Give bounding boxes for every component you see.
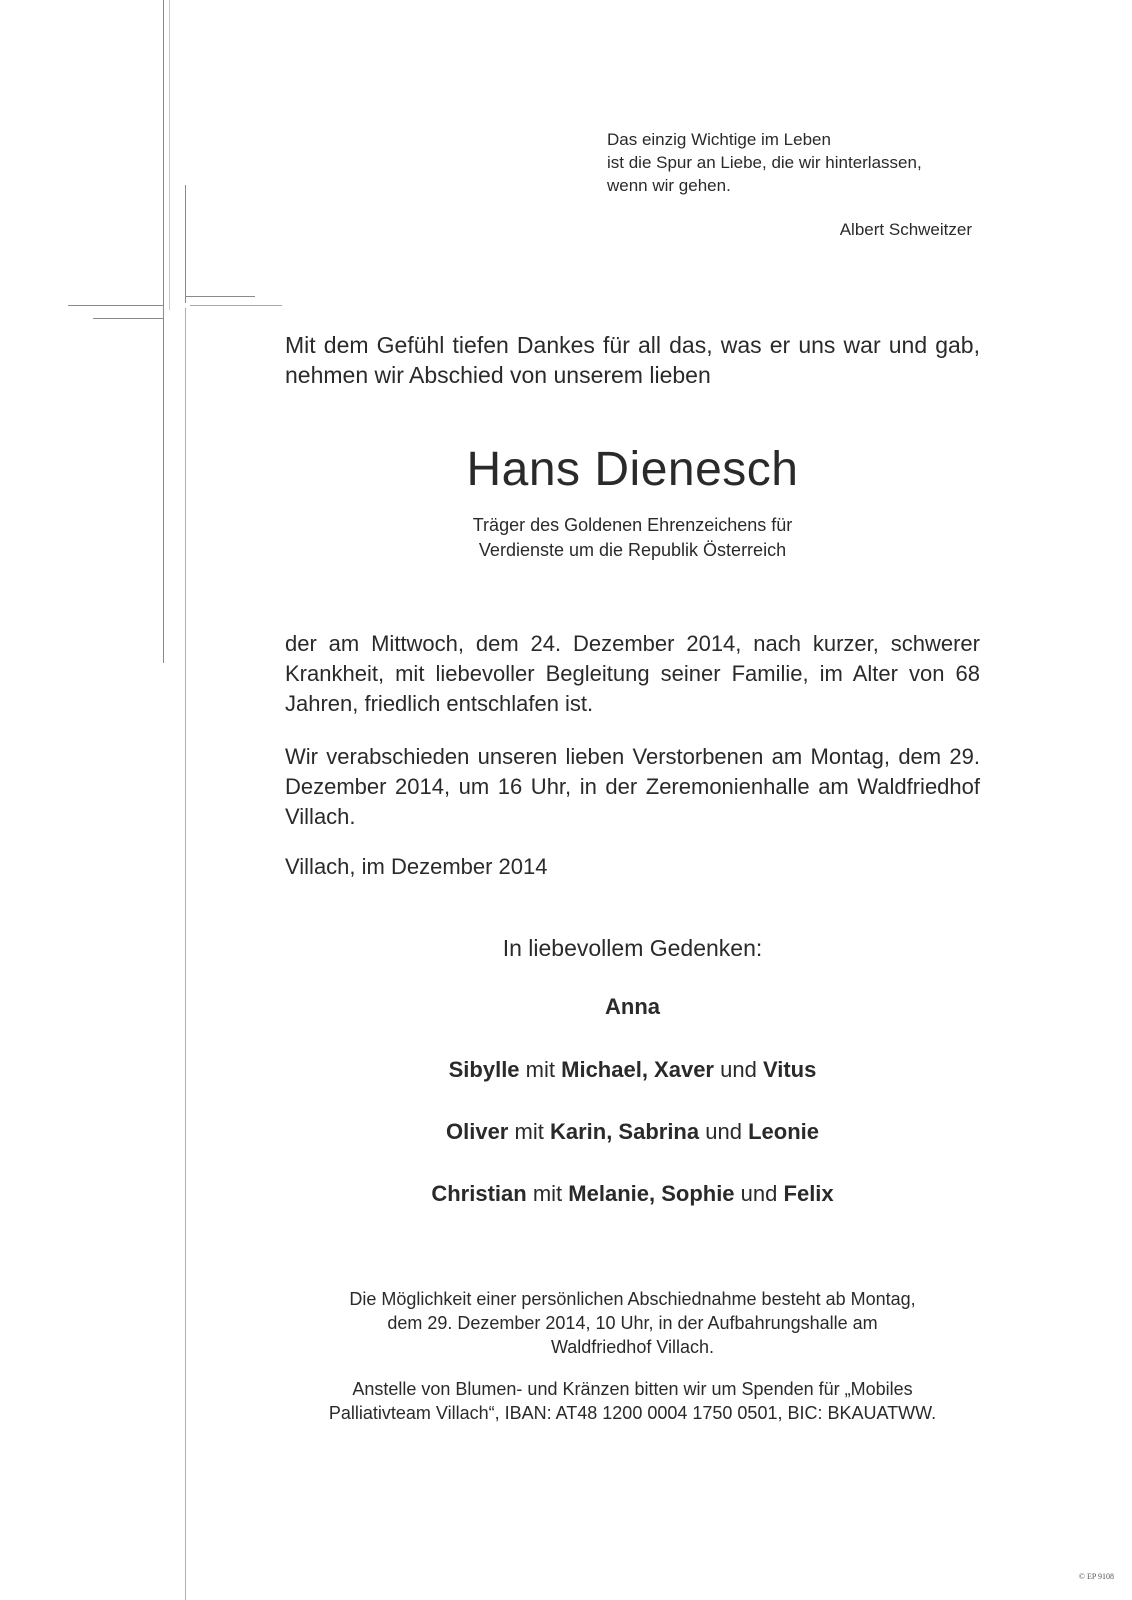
memory-heading: In liebevollem Gedenken:	[502, 935, 763, 961]
intro-text: Mit dem Gefühl tiefen Dankes für all das, was er uns war und gab, nehmen wir Abschied von unserem lieben	[285, 332, 980, 388]
farewell-info	[285, 1287, 980, 1359]
family-name: Melanie, Sophie	[568, 1181, 735, 1206]
family-connector: und	[720, 1057, 757, 1082]
cross-vertical-line-right	[185, 185, 186, 303]
family-name: Sibylle	[448, 1057, 520, 1082]
family-name: Anna	[605, 994, 660, 1019]
quote-line: wenn wir gehen.	[607, 176, 731, 195]
donation-line: Anstelle von Blumen- und Kränzen bitten wir um Spenden für „Mobiles	[352, 1379, 913, 1399]
farewell-line: Die Möglichkeit einer persönlichen Abschiednahme besteht ab Montag,	[349, 1289, 916, 1309]
deceased-honor	[285, 513, 980, 563]
family-line	[285, 1055, 980, 1085]
family-name: Vitus	[762, 1057, 817, 1082]
cross-horizontal-line-left-lower	[93, 318, 163, 319]
print-code: © EP 9108	[1078, 1572, 1114, 1581]
quote-author: Albert Schweitzer	[839, 220, 972, 239]
family-name: Karin, Sabrina	[549, 1119, 700, 1144]
deceased-name: Hans Dienesch	[466, 443, 799, 496]
cross-vertical-line-left	[163, 0, 164, 318]
quote-line: Das einzig Wichtige im Leben	[607, 130, 831, 149]
family-name: Oliver	[446, 1119, 509, 1144]
farewell-line: Waldfriedhof Villach.	[550, 1337, 715, 1357]
family-name: Felix	[783, 1181, 834, 1206]
cross-horizontal-line-right-lower	[190, 305, 282, 306]
family-name: Michael, Xaver	[561, 1057, 714, 1082]
family-line	[285, 1117, 980, 1147]
cross-horizontal-line-right	[185, 296, 255, 297]
place-date: Villach, im Dezember 2014	[285, 854, 548, 879]
quote	[607, 128, 987, 197]
family-connector: mit	[532, 1181, 563, 1206]
family-connector: mit	[525, 1057, 555, 1082]
family-line	[285, 992, 980, 1022]
cross-vertical-line-left-lower	[163, 313, 164, 663]
farewell-line: dem 29. Dezember 2014, 10 Uhr, in der Aufbahrungshalle am	[387, 1313, 878, 1333]
family-connector: und	[740, 1181, 778, 1206]
cross-horizontal-line-left	[68, 305, 163, 306]
family-connector: mit	[514, 1119, 544, 1144]
cross-vertical-line-right-long	[185, 308, 186, 1600]
cross-vertical-line-left-inner	[169, 0, 170, 310]
honor-line: Verdienste um die Republik Österreich	[478, 540, 787, 560]
donation-info	[285, 1377, 980, 1425]
family-line	[285, 1179, 980, 1209]
honor-line: Träger des Goldenen Ehrenzeichens für	[472, 515, 793, 535]
family-connector: und	[705, 1119, 742, 1144]
quote-line: ist die Spur an Liebe, die wir hinterlassen,	[607, 153, 922, 172]
family-name: Christian	[431, 1181, 527, 1206]
death-notice-paragraph: der am Mittwoch, dem 24. Dezember 2014, nach kurzer, schwerer Krankheit, mit liebevoller Begleitung seiner Familie, im Alter von 68 Jahren, friedlich entschlafen ist.	[285, 631, 980, 716]
family-name: Leonie	[748, 1119, 819, 1144]
ceremony-paragraph: Wir verabschieden unseren lieben Verstorbenen am Montag, dem 29. Dezember 2014, um 16 Uhr, in der Zeremonienhalle am Waldfriedhof Villach.	[285, 744, 980, 829]
donation-line: Palliativteam Villach“, IBAN: AT48 1200 0004 1750 0501, BIC: BKAUATWW.	[328, 1403, 937, 1423]
